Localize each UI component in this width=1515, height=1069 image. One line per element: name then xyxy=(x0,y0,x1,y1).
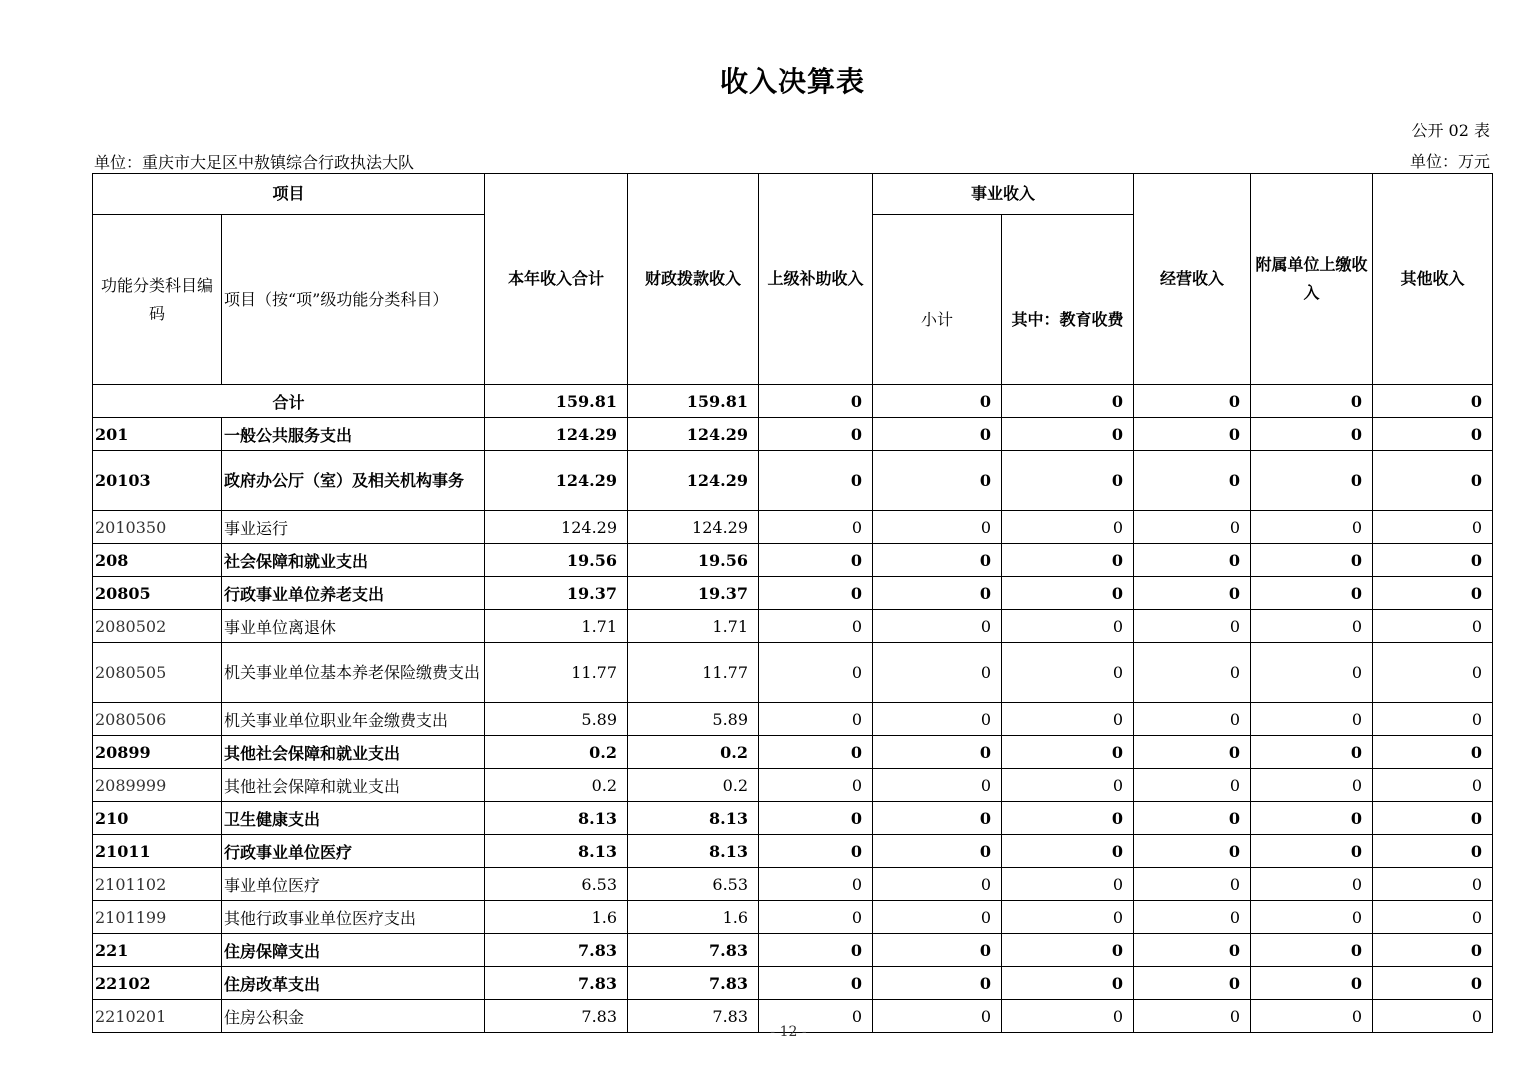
row-value: 1.6 xyxy=(628,901,759,934)
row-value: 0 xyxy=(873,802,1002,835)
header-project: 项目 xyxy=(93,174,485,215)
row-code: 22102 xyxy=(93,967,222,1000)
row-name: 事业运行 xyxy=(222,511,485,544)
row-value: 19.56 xyxy=(628,544,759,577)
header-name: 项目（按“项”级功能分类科目） xyxy=(222,215,485,385)
table-row xyxy=(93,703,1493,736)
row-value: 0 xyxy=(873,643,1002,703)
row-code: 201 xyxy=(93,418,222,451)
row-value: 124.29 xyxy=(628,511,759,544)
table-row xyxy=(93,769,1493,802)
row-value: 0 xyxy=(1373,967,1493,1000)
row-value: 0 xyxy=(873,451,1002,511)
row-value: 0 xyxy=(1373,802,1493,835)
row-value: 0 xyxy=(759,703,873,736)
row-value: 0 xyxy=(1134,868,1251,901)
row-name: 行政事业单位医疗 xyxy=(222,835,485,868)
row-code: 21011 xyxy=(93,835,222,868)
table-row xyxy=(93,643,1493,703)
table-row xyxy=(93,934,1493,967)
row-value: 0 xyxy=(1251,544,1373,577)
row-name: 机关事业单位职业年金缴费支出 xyxy=(222,703,485,736)
row-value: 0 xyxy=(759,901,873,934)
header-total: 本年收入合计 xyxy=(485,174,628,385)
row-value: 0 xyxy=(1002,934,1134,967)
row-value: 8.13 xyxy=(628,802,759,835)
row-value: 0 xyxy=(759,967,873,1000)
row-value: 0 xyxy=(1373,418,1493,451)
row-value: 0 xyxy=(1373,643,1493,703)
row-value: 124.29 xyxy=(628,418,759,451)
row-value: 8.13 xyxy=(628,835,759,868)
row-value: 0 xyxy=(1134,934,1251,967)
row-code: 2080505 xyxy=(93,643,222,703)
row-value: 0 xyxy=(1134,451,1251,511)
row-value: 0 xyxy=(873,769,1002,802)
row-value: 0 xyxy=(1002,418,1134,451)
row-name: 住房保障支出 xyxy=(222,934,485,967)
row-value: 8.13 xyxy=(485,835,628,868)
table-row xyxy=(93,451,1493,511)
row-code: 2010350 xyxy=(93,511,222,544)
form-number: 公开 02 表 xyxy=(1411,121,1490,140)
row-value: 0 xyxy=(1251,577,1373,610)
row-code: 210 xyxy=(93,802,222,835)
row-value: 0 xyxy=(1134,643,1251,703)
row-value: 0 xyxy=(1002,577,1134,610)
row-value: 0.2 xyxy=(485,736,628,769)
row-value: 0 xyxy=(1134,418,1251,451)
row-value: 0.2 xyxy=(628,769,759,802)
header-subtotal: 小计 xyxy=(873,215,1002,385)
header-business: 事业收入 xyxy=(873,174,1134,215)
row-value: 0 xyxy=(873,868,1002,901)
row-value: 0 xyxy=(1134,1000,1251,1033)
row-value: 0 xyxy=(873,901,1002,934)
row-value: 124.29 xyxy=(485,451,628,511)
total-value: 0 xyxy=(1251,385,1373,418)
row-value: 0 xyxy=(759,577,873,610)
row-value: 0 xyxy=(1002,511,1134,544)
header-superior: 上级补助收入 xyxy=(759,174,873,385)
row-value: 6.53 xyxy=(485,868,628,901)
header-fiscal: 财政拨款收入 xyxy=(628,174,759,385)
page-number: - 12 - xyxy=(770,1024,807,1040)
row-value: 0 xyxy=(1251,868,1373,901)
header-edu: 其中：教育收费 xyxy=(1002,215,1134,385)
row-value: 0 xyxy=(759,868,873,901)
row-value: 0 xyxy=(873,418,1002,451)
row-name: 卫生健康支出 xyxy=(222,802,485,835)
total-label: 合计 xyxy=(93,385,485,418)
row-value: 0 xyxy=(873,1000,1002,1033)
row-code: 221 xyxy=(93,934,222,967)
row-value: 5.89 xyxy=(628,703,759,736)
header-affiliate: 附属单位上缴收入 xyxy=(1251,174,1373,385)
table-row xyxy=(93,418,1493,451)
row-value: 124.29 xyxy=(485,418,628,451)
row-value: 5.89 xyxy=(485,703,628,736)
row-value: 0 xyxy=(1251,703,1373,736)
table-row xyxy=(93,577,1493,610)
row-value: 0 xyxy=(1134,835,1251,868)
table-row xyxy=(93,736,1493,769)
row-value: 0 xyxy=(873,835,1002,868)
row-value: 0 xyxy=(1373,577,1493,610)
row-value: 19.37 xyxy=(628,577,759,610)
row-name: 住房改革支出 xyxy=(222,967,485,1000)
row-value: 0 xyxy=(1002,901,1134,934)
row-value: 0 xyxy=(1251,769,1373,802)
row-value: 7.83 xyxy=(628,1000,759,1033)
row-value: 0 xyxy=(1002,643,1134,703)
row-value: 0 xyxy=(1134,577,1251,610)
header-other: 其他收入 xyxy=(1373,174,1493,385)
row-value: 0 xyxy=(1251,451,1373,511)
row-value: 19.37 xyxy=(485,577,628,610)
row-value: 1.71 xyxy=(628,610,759,643)
row-value: 8.13 xyxy=(485,802,628,835)
total-value: 0 xyxy=(1373,385,1493,418)
row-value: 6.53 xyxy=(628,868,759,901)
row-value: 0 xyxy=(1251,802,1373,835)
table-row xyxy=(93,544,1493,577)
row-value: 0 xyxy=(1002,1000,1134,1033)
row-code: 2101102 xyxy=(93,868,222,901)
row-value: 0 xyxy=(1373,934,1493,967)
table-row xyxy=(93,511,1493,544)
row-value: 0 xyxy=(1251,934,1373,967)
total-value: 0 xyxy=(759,385,873,418)
row-value: 0 xyxy=(1134,703,1251,736)
row-value: 0 xyxy=(759,835,873,868)
table-body xyxy=(93,385,1493,1033)
row-value: 0 xyxy=(1373,868,1493,901)
header-code: 功能分类科目编码 xyxy=(93,215,222,385)
row-value: 0 xyxy=(1134,736,1251,769)
row-value: 0 xyxy=(759,451,873,511)
row-value: 0 xyxy=(1373,835,1493,868)
row-value: 0 xyxy=(1134,511,1251,544)
row-value: 0 xyxy=(1251,967,1373,1000)
row-value: 0 xyxy=(1002,544,1134,577)
row-value: 0 xyxy=(759,802,873,835)
row-value: 11.77 xyxy=(628,643,759,703)
row-value: 0 xyxy=(873,610,1002,643)
income-final-accounts-table xyxy=(92,173,1493,1033)
table-row xyxy=(93,967,1493,1000)
row-value: 0 xyxy=(1251,418,1373,451)
total-value: 159.81 xyxy=(628,385,759,418)
table-row xyxy=(93,802,1493,835)
row-code: 2101199 xyxy=(93,901,222,934)
row-value: 0 xyxy=(1373,703,1493,736)
row-value: 0 xyxy=(873,577,1002,610)
row-name: 机关事业单位基本养老保险缴费支出 xyxy=(222,643,485,703)
row-value: 0 xyxy=(1373,1000,1493,1033)
row-code: 2210201 xyxy=(93,1000,222,1033)
row-value: 0 xyxy=(1002,703,1134,736)
row-value: 0 xyxy=(1373,610,1493,643)
row-name: 其他行政事业单位医疗支出 xyxy=(222,901,485,934)
row-value: 0 xyxy=(873,511,1002,544)
row-code: 2080506 xyxy=(93,703,222,736)
row-name: 行政事业单位养老支出 xyxy=(222,577,485,610)
row-name: 事业单位医疗 xyxy=(222,868,485,901)
total-value: 0 xyxy=(1134,385,1251,418)
row-value: 7.83 xyxy=(485,934,628,967)
table-row xyxy=(93,610,1493,643)
row-name: 其他社会保障和就业支出 xyxy=(222,736,485,769)
row-value: 7.83 xyxy=(628,967,759,1000)
row-value: 0 xyxy=(759,544,873,577)
total-row xyxy=(93,385,1493,418)
row-value: 0 xyxy=(759,736,873,769)
unit-name: 单位：重庆市大足区中敖镇综合行政执法大队 xyxy=(94,153,415,172)
row-value: 0 xyxy=(1251,736,1373,769)
row-value: 0 xyxy=(1134,544,1251,577)
row-value: 0 xyxy=(759,1000,873,1033)
header-operating: 经营收入 xyxy=(1134,174,1251,385)
row-value: 0 xyxy=(1002,967,1134,1000)
row-value: 0 xyxy=(759,418,873,451)
row-value: 0 xyxy=(1373,544,1493,577)
total-value: 0 xyxy=(1002,385,1134,418)
row-value: 0 xyxy=(873,736,1002,769)
row-value: 0 xyxy=(1134,901,1251,934)
table-row xyxy=(93,868,1493,901)
row-value: 0 xyxy=(873,703,1002,736)
row-name: 其他社会保障和就业支出 xyxy=(222,769,485,802)
row-value: 11.77 xyxy=(485,643,628,703)
row-name: 住房公积金 xyxy=(222,1000,485,1033)
row-value: 0 xyxy=(759,934,873,967)
row-value: 1.6 xyxy=(485,901,628,934)
row-value: 0 xyxy=(1002,802,1134,835)
row-value: 0 xyxy=(1373,901,1493,934)
row-value: 0 xyxy=(759,610,873,643)
row-value: 124.29 xyxy=(628,451,759,511)
row-value: 0 xyxy=(1002,736,1134,769)
row-value: 0 xyxy=(1002,451,1134,511)
row-code: 2080502 xyxy=(93,610,222,643)
row-value: 0 xyxy=(1251,901,1373,934)
table-row xyxy=(93,901,1493,934)
row-value: 7.83 xyxy=(485,1000,628,1033)
row-value: 0 xyxy=(1373,511,1493,544)
row-value: 0 xyxy=(1251,610,1373,643)
row-value: 0 xyxy=(873,544,1002,577)
row-value: 0 xyxy=(873,934,1002,967)
row-value: 0 xyxy=(759,643,873,703)
row-code: 20805 xyxy=(93,577,222,610)
row-value: 0 xyxy=(1251,643,1373,703)
row-value: 19.56 xyxy=(485,544,628,577)
row-value: 7.83 xyxy=(628,934,759,967)
row-value: 0 xyxy=(1002,610,1134,643)
total-value: 0 xyxy=(873,385,1002,418)
row-value: 1.71 xyxy=(485,610,628,643)
row-code: 208 xyxy=(93,544,222,577)
currency-unit: 单位：万元 xyxy=(1409,152,1490,171)
row-value: 0 xyxy=(1134,802,1251,835)
page-title: 收入决算表 xyxy=(719,65,865,98)
row-code: 2089999 xyxy=(93,769,222,802)
row-value: 0.2 xyxy=(485,769,628,802)
row-value: 0 xyxy=(1002,835,1134,868)
row-name: 社会保障和就业支出 xyxy=(222,544,485,577)
row-value: 0 xyxy=(1134,610,1251,643)
row-value: 0 xyxy=(1134,967,1251,1000)
row-value: 0.2 xyxy=(628,736,759,769)
row-code: 20899 xyxy=(93,736,222,769)
table-row xyxy=(93,835,1493,868)
row-value: 0 xyxy=(759,511,873,544)
row-value: 0 xyxy=(1373,769,1493,802)
row-value: 7.83 xyxy=(485,967,628,1000)
row-value: 0 xyxy=(873,967,1002,1000)
row-value: 0 xyxy=(1134,769,1251,802)
row-name: 政府办公厅（室）及相关机构事务 xyxy=(222,451,485,511)
row-value: 0 xyxy=(1251,835,1373,868)
row-value: 0 xyxy=(1251,511,1373,544)
row-value: 0 xyxy=(759,769,873,802)
row-name: 一般公共服务支出 xyxy=(222,418,485,451)
row-code: 20103 xyxy=(93,451,222,511)
total-value: 159.81 xyxy=(485,385,628,418)
row-value: 0 xyxy=(1251,1000,1373,1033)
row-value: 0 xyxy=(1002,868,1134,901)
row-value: 0 xyxy=(1373,451,1493,511)
row-value: 0 xyxy=(1002,769,1134,802)
row-value: 0 xyxy=(1373,736,1493,769)
row-name: 事业单位离退休 xyxy=(222,610,485,643)
row-value: 124.29 xyxy=(485,511,628,544)
